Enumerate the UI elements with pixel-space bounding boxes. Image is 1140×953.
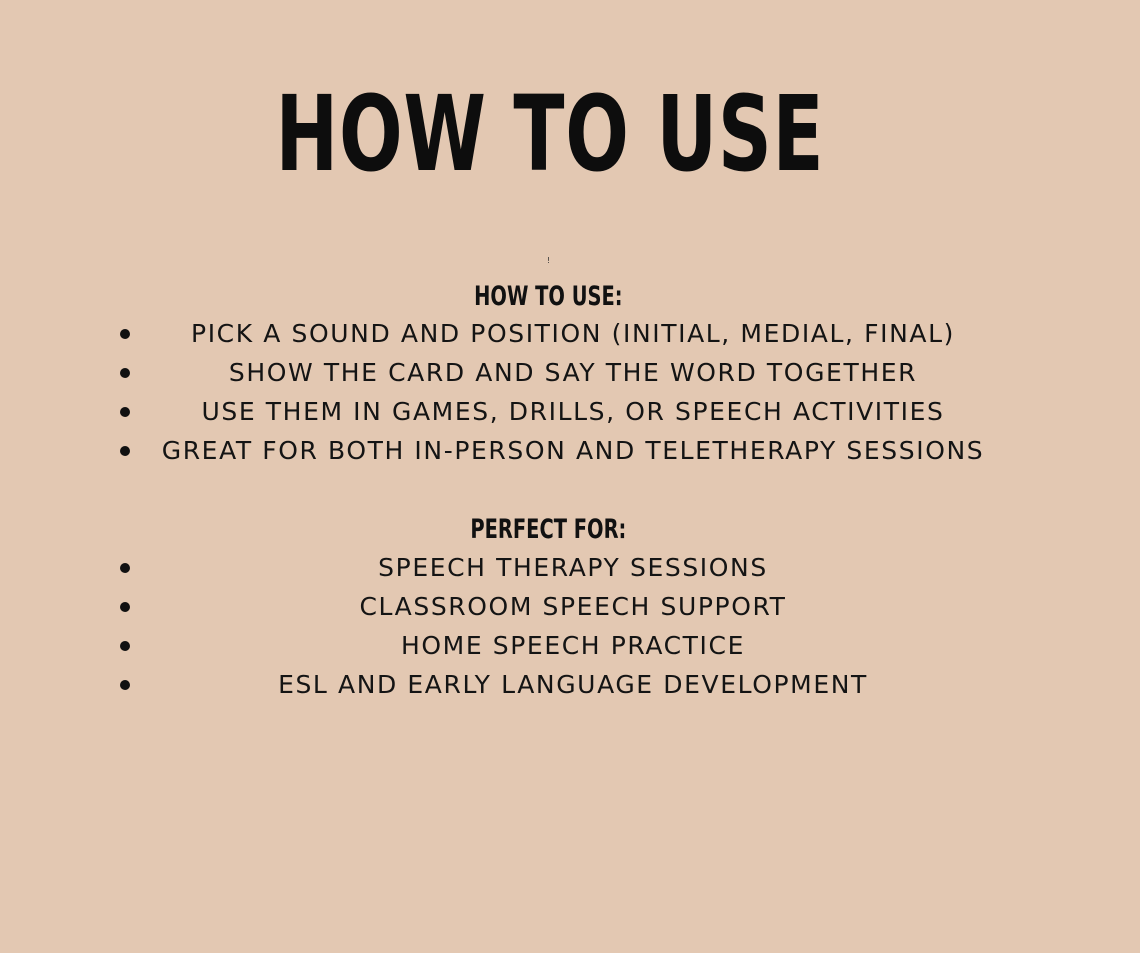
list-item-text: SHOW THE CARD AND SAY THE WORD TOGETHER xyxy=(228,358,918,387)
list-item xyxy=(0,587,1140,626)
bullet-icon xyxy=(120,680,130,690)
bullet-icon xyxy=(120,602,130,612)
list-item xyxy=(0,626,1140,665)
list-item xyxy=(0,431,1140,470)
list-item xyxy=(0,314,1140,353)
list-item-text: HOME SPEECH PRACTICE xyxy=(401,631,745,660)
bullet-icon xyxy=(120,563,130,573)
bullet-icon xyxy=(120,329,130,339)
list-item xyxy=(0,353,1140,392)
perfect-for-list xyxy=(0,548,1140,704)
list-item-text: ESL AND EARLY LANGUAGE DEVELOPMENT xyxy=(278,670,868,699)
list-item-text: GREAT FOR BOTH IN-PERSON AND TELETHERAPY SESSIONS xyxy=(161,436,985,465)
bullet-icon xyxy=(120,407,130,417)
list-item-text: USE THEM IN GAMES, DRILLS, OR SPEECH ACTIVITIES xyxy=(201,397,945,426)
list-item-text: CLASSROOM SPEECH SUPPORT xyxy=(359,592,787,621)
list-item-text: SPEECH THERAPY SESSIONS xyxy=(378,553,768,582)
list-item xyxy=(0,392,1140,431)
list-item xyxy=(0,665,1140,704)
bullet-icon xyxy=(120,446,130,456)
list-item-text: PICK A SOUND AND POSITION (INITIAL, MEDIAL, FINAL) xyxy=(191,319,955,348)
how-to-use-list xyxy=(0,314,1140,470)
perfect-for-heading: PERFECT FOR: xyxy=(470,514,627,545)
list-item xyxy=(0,548,1140,587)
bullet-icon xyxy=(120,641,130,651)
bullet-icon xyxy=(120,368,130,378)
page-title: HOW TO USE xyxy=(275,73,825,195)
tiny-mark: ! xyxy=(547,256,551,265)
how-to-use-heading: HOW TO USE: xyxy=(474,281,623,312)
